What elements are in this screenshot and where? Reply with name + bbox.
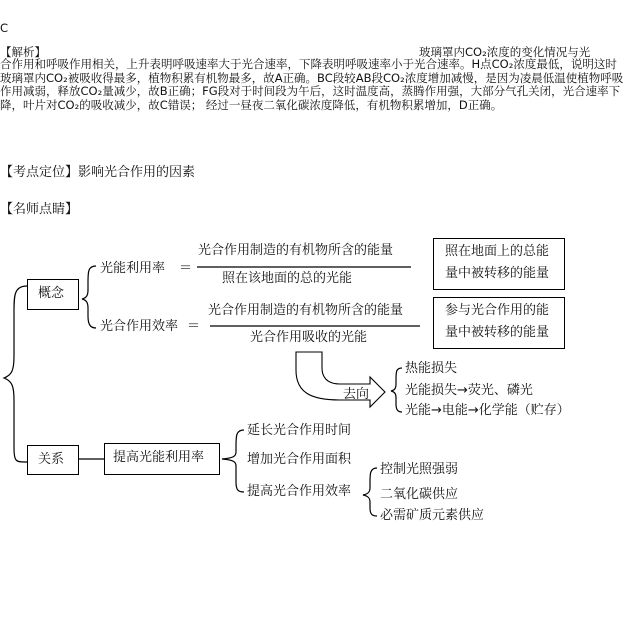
efficiency-note-box xyxy=(433,297,565,349)
relation-label: 关系 xyxy=(38,452,65,467)
relation-box xyxy=(27,445,79,475)
light-use-note-line1: 照在地面上的总能 xyxy=(445,244,550,259)
efficiency-note-line1: 参与光合作用的能 xyxy=(445,303,550,318)
efficiency-denominator-wrap xyxy=(240,328,384,350)
efficiency-equals: ＝ xyxy=(187,319,201,334)
efficiency-factor: 控制光照强弱 xyxy=(380,462,459,477)
improve-method: 延长光合作用时间 xyxy=(247,423,352,438)
light-use-label: 光能利用率 xyxy=(100,261,166,276)
improve-label: 提高光能利用率 xyxy=(113,450,205,465)
improve-box xyxy=(104,443,220,475)
light-use-note-box xyxy=(433,238,565,290)
light-use-note-line2: 量中被转移的能量 xyxy=(445,266,550,281)
improve-method: 提高光合作用效率 xyxy=(247,484,352,499)
improve-brace xyxy=(222,430,244,492)
efficiency-numerator: 光合作用制造的有机物所含的能量 xyxy=(208,303,404,318)
light-use-numerator: 光合作用制造的有机物所含的能量 xyxy=(198,243,394,258)
destination-item: 光能损失→荧光、磷光 xyxy=(405,383,533,398)
destination-brace xyxy=(391,368,402,412)
answer-text: C xyxy=(0,21,9,35)
analysis-heading: 【解析】 xyxy=(0,45,46,59)
destination-arrow xyxy=(296,352,385,407)
concept-box xyxy=(27,279,79,310)
efficiency-note-line2: 量中被转移的能量 xyxy=(445,325,550,340)
light-use-equals: ＝ xyxy=(179,261,193,276)
kaodian-line: 【考点定位】影响光合作用的因素 xyxy=(0,165,196,180)
efficiency-factor: 二氧化碳供应 xyxy=(380,487,459,502)
concept-label: 概念 xyxy=(38,286,65,301)
improve-method: 增加光合作用面积 xyxy=(247,452,352,467)
analysis-first-line: 玻璃罩内CO₂浓度的变化情况与光 xyxy=(419,45,591,59)
factor-brace xyxy=(363,468,377,516)
destination-item: 热能损失 xyxy=(405,361,458,376)
mingshi-heading: 【名师点睛】 xyxy=(0,202,79,217)
destination-label: 去向 xyxy=(343,387,370,402)
efficiency-label: 光合作用效率 xyxy=(100,319,179,334)
concept-brace xyxy=(82,266,96,328)
analysis-paragraph: 合作用和呼吸作用相关，上升表明呼吸速率大于光合速率，下降表明呼吸速率小于光合速率。H点CO₂浓度最低，说明这时玻璃罩内CO₂被吸收得最多，植物积累有机物最多，故A正确。BC段较AB段CO₂浓度增加减慢，是因为凌晨低温使植物呼吸作用减弱，释放CO₂量减少，故B正确；FG段对于时间段为午后，这时温度高，蒸腾作用强，大部分气孔关闭，光合速率下降，叶片对CO₂的吸收减少，故C错误； 经过一昼夜二氧化碳浓度降低，有机物积累增加，D正确。 xyxy=(0,57,624,112)
light-use-denominator: 照在该地面的总的光能 xyxy=(222,271,353,286)
efficiency-denominator: 光合作用吸收的光能 xyxy=(250,330,368,345)
destination-item: 光能→电能→化学能（贮存） xyxy=(405,403,570,418)
efficiency-factor: 必需矿质元素供应 xyxy=(380,508,485,523)
outer-brace xyxy=(4,286,27,462)
